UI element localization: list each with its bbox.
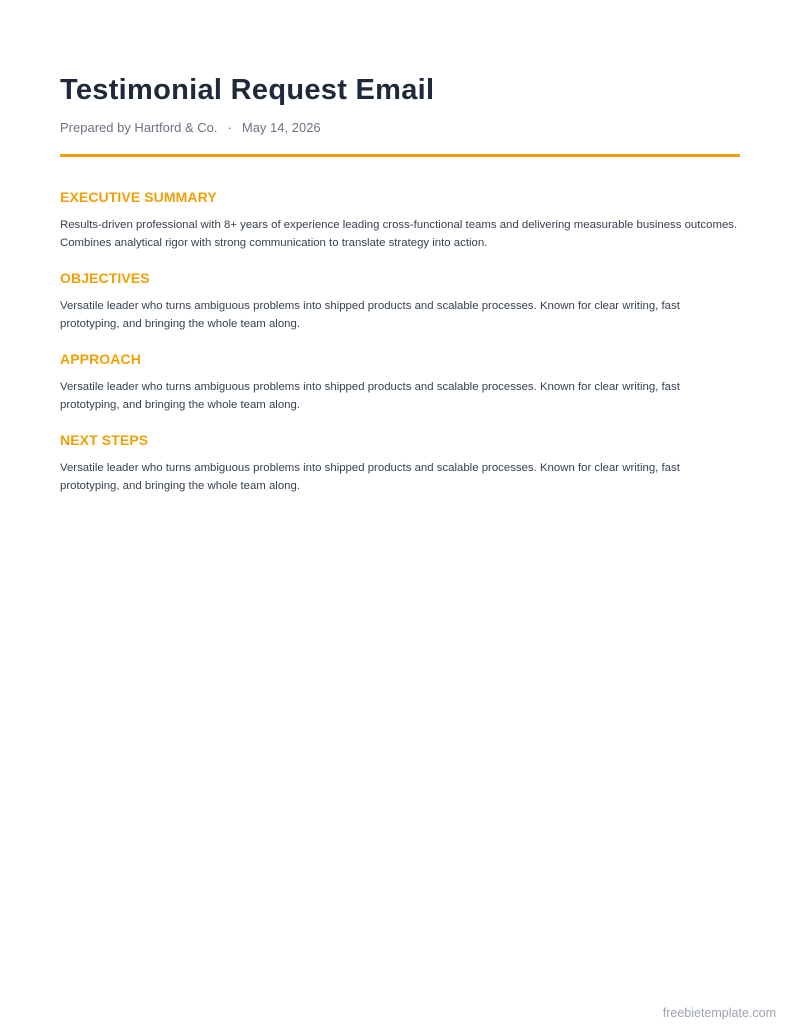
section-heading: EXECUTIVE SUMMARY bbox=[60, 189, 217, 205]
section-body: Results-driven professional with 8+ years of experience leading cross-functional teams and delivering measurable business outcomes. Combines analytical rigor with strong communication to translate strategy into action. bbox=[60, 219, 738, 249]
footer-watermark: freebietemplate.com bbox=[662, 1006, 776, 1020]
section-heading: APPROACH bbox=[60, 351, 141, 367]
section-heading: NEXT STEPS bbox=[60, 432, 149, 448]
section-heading: OBJECTIVES bbox=[60, 270, 150, 286]
section-executive-summary bbox=[60, 188, 740, 252]
section-objectives bbox=[60, 269, 740, 333]
document-date: May 14, 2026 bbox=[241, 120, 321, 135]
section-approach bbox=[60, 350, 740, 414]
section-next-steps bbox=[60, 431, 740, 495]
meta-separator: · bbox=[227, 120, 232, 135]
section-body: Versatile leader who turns ambiguous problems into shipped products and scalable processes. Known for clear writing, fast prototyping, and bringing the whole team along. bbox=[60, 381, 680, 411]
document-meta bbox=[60, 119, 740, 137]
document-title: Testimonial Request Email bbox=[60, 74, 435, 106]
document-page bbox=[60, 72, 740, 495]
section-body: Versatile leader who turns ambiguous problems into shipped products and scalable processes. Known for clear writing, fast prototyping, and bringing the whole team along. bbox=[60, 300, 680, 330]
header-divider bbox=[60, 154, 740, 157]
section-body: Versatile leader who turns ambiguous problems into shipped products and scalable processes. Known for clear writing, fast prototyping, and bringing the whole team along. bbox=[60, 462, 680, 492]
prepared-by: Prepared by Hartford & Co. bbox=[60, 120, 218, 135]
